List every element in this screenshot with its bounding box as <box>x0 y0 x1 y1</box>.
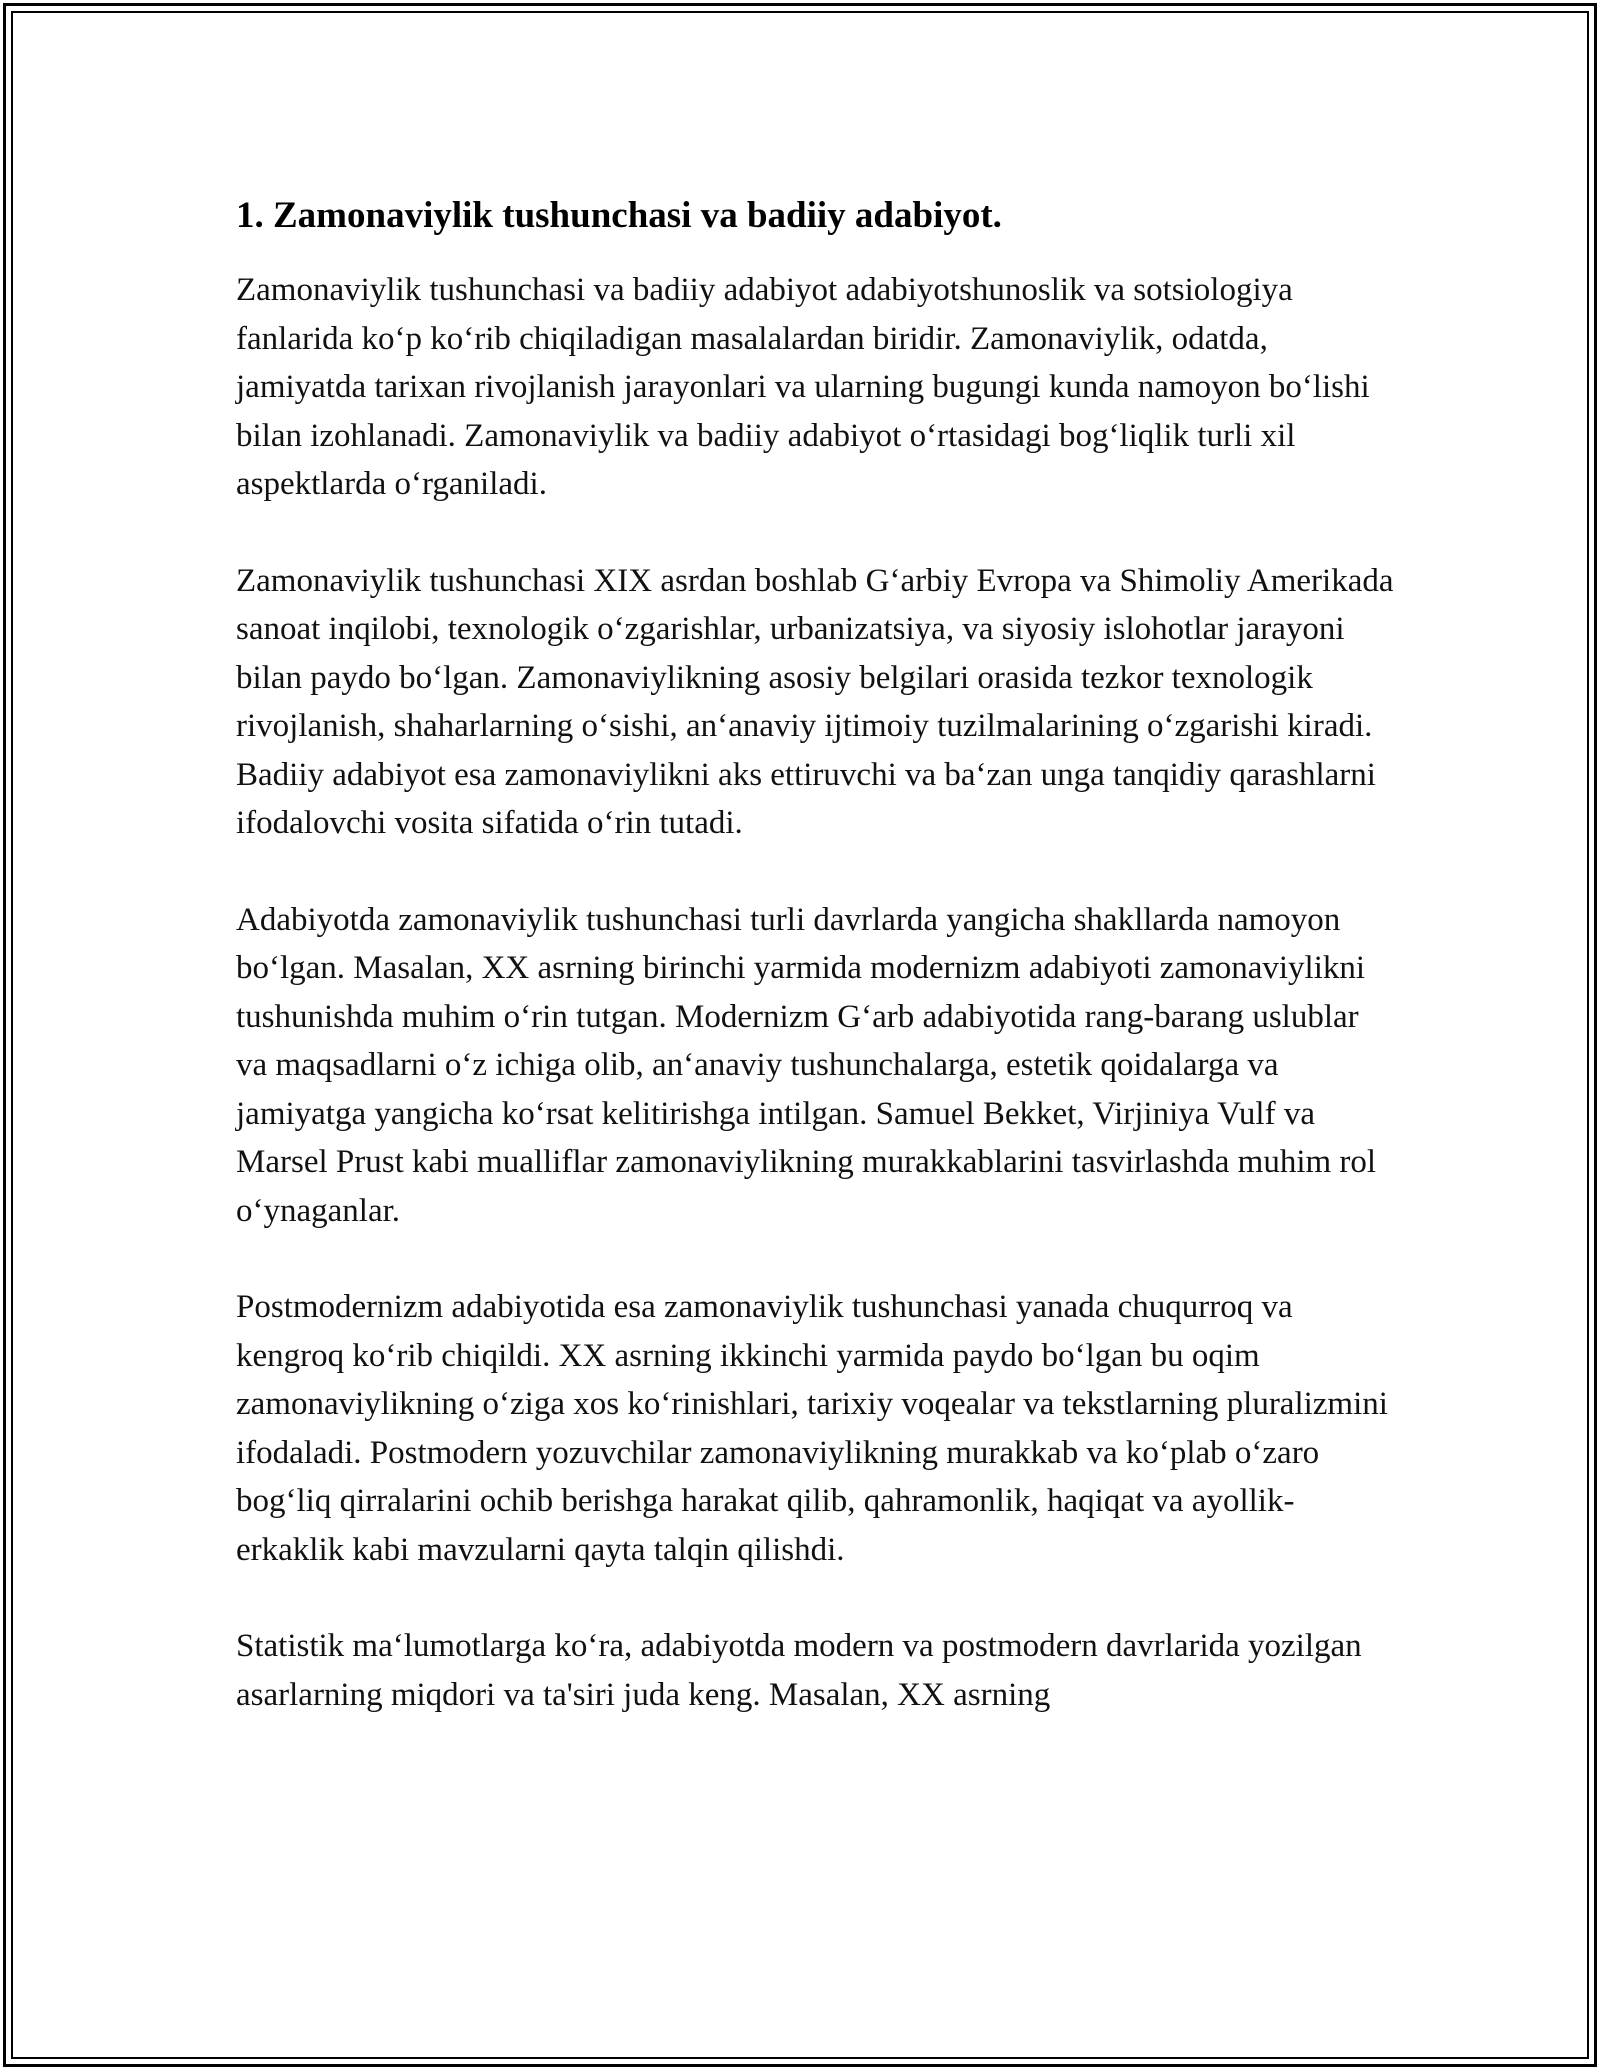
paragraph-3: Adabiyotda zamonaviylik tushunchasi turli davrlarda yangicha shakllarda namoyon bo‘lgan. Masalan, XX asrning birinchi yarmida modernizm adabiyoti zamonaviylikni tushunishda muhim o‘rin tutgan. Modernizm G‘arb adabiyotida rang-barang uslublar va maqsadlarni o‘z ichiga olib, an‘anaviy tushunchalarga, estetik qoidalarga va jamiyatga yangicha ko‘rsat kelitirishga intilgan. Samuel Bekket, Virjiniya Vulf va Marsel Prust kabi mualliflar zamonaviylikning murakkablarini tasvirlashda muhim rol o‘ynaganlar. <box>236 901 1377 1229</box>
paragraph-1: Zamonaviylik tushunchasi va badiiy adabiyot adabiyotshunoslik va sotsiologiya fanlarida ko‘p ko‘rib chiqiladigan masalalardan biridir. Zamonaviylik, odatda, jamiyatda tarixan rivojlanish jarayonlari va ularning bugungi kunda namoyon bo‘lishi bilan izohlanadi. Zamonaviylik va badiiy adabiyot o‘rtasidagi bog‘liqlik turli xil aspektlarda o‘rganiladi. <box>236 272 1370 502</box>
document-body <box>236 188 1396 1767</box>
paragraph-2: Zamonaviylik tushunchasi XIX asrdan boshlab G‘arbiy Evropa va Shimoliy Amerikada sanoat inqilobi, texnologik o‘zgarishlar, urbanizatsiya, va siyosiy islohotlar jarayoni bilan paydo bo‘lgan. Zamonaviylikning asosiy belgilari orasida tezkor texnologik rivojlanish, shaharlarning o‘sishi, an‘anaviy ijtimoiy tuzilmalarining o‘zgarishi kiradi. Badiiy adabiyot esa zamonaviylikni aks ettiruvchi va ba‘zan unga tanqidiy qarashlarni ifodalovchi vosita sifatida o‘rin tutadi. <box>236 562 1394 841</box>
paragraph-4: Postmodernizm adabiyotida esa zamonaviylik tushunchasi yanada chuqurroq va kengroq ko‘rib chiqildi. XX asrning ikkinchi yarmida paydo bo‘lgan bu oqim zamonaviylikning o‘ziga xos ko‘rinishlari, tarixiy voqealar va tekstlarning pluralizmini ifodaladi. Postmodern yozuvchilar zamonaviylikning murakkab va ko‘plab o‘zaro bog‘liq qirralarini ochib berishga harakat qilib, qahramonlik, haqiqat va ayollik-erkaklik kabi mavzularni qayta talqin qilishdi. <box>236 1289 1388 1568</box>
paragraph-5: Statistik ma‘lumotlarga ko‘ra, adabiyotda modern va postmodern davrlarida yozilgan asarlarning miqdori va ta'siri juda keng. Masalan, XX asrning <box>236 1628 1362 1713</box>
section-heading: 1. Zamonaviylik tushunchasi va badiiy adabiyot. <box>236 195 1002 236</box>
